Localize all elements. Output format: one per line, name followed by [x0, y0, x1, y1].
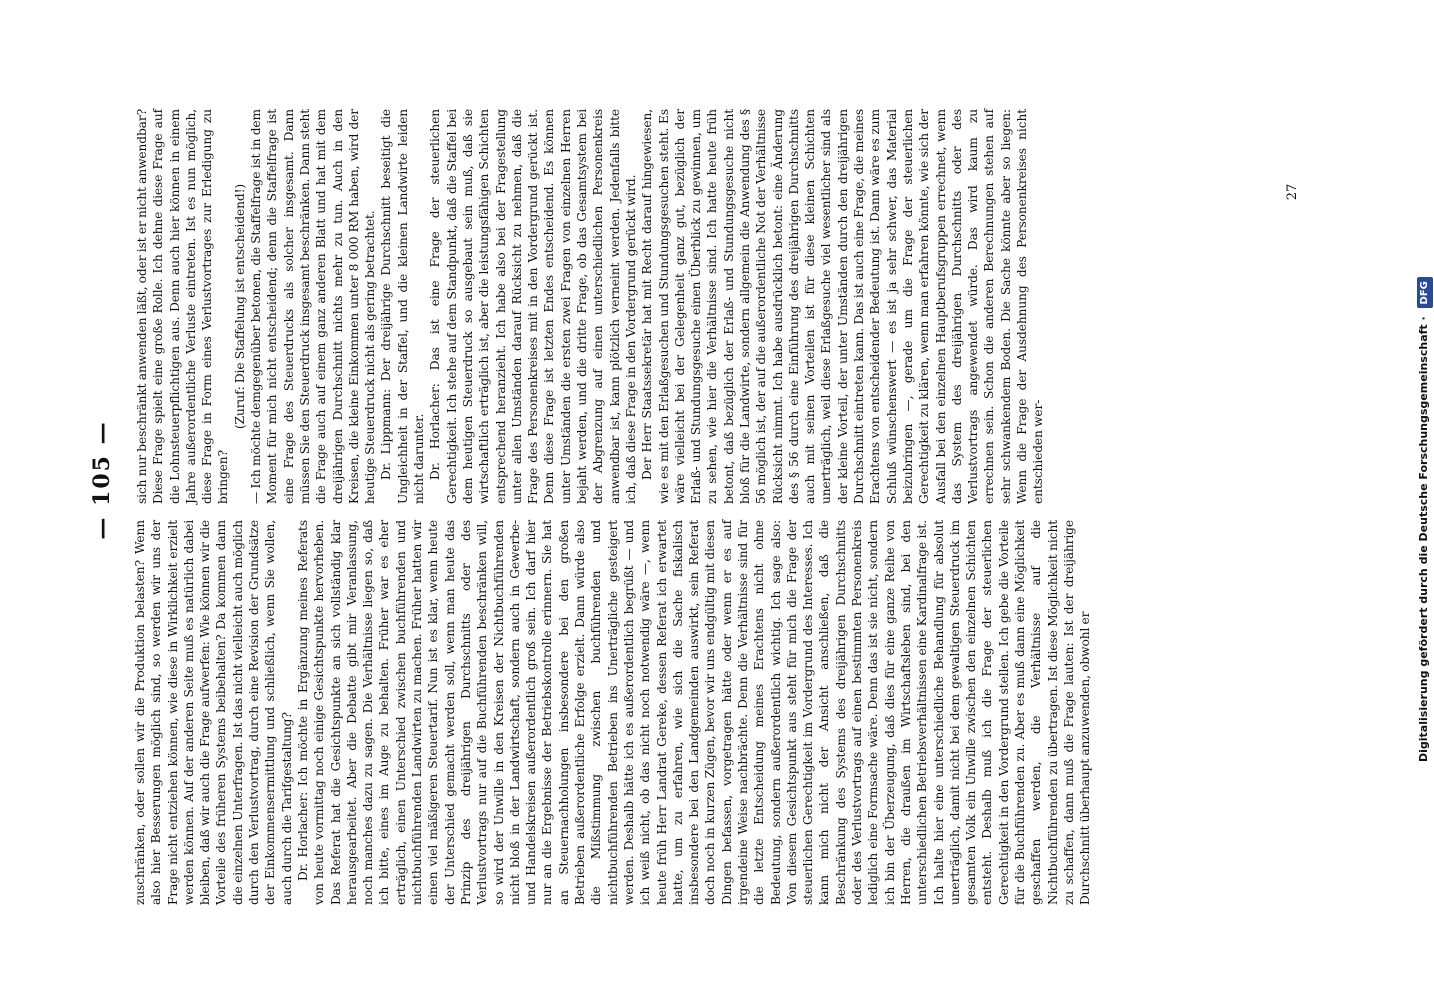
paragraph: Dr. Lippmann: Der dreijährige Durchschnitt beseitigt die Ungleichheit in der Staffel, und die kleinen Landwirte leiden nicht darunter.: [379, 109, 427, 504]
interjection: (Zuruf: Die Staffelung ist entscheidend!): [232, 183, 247, 430]
signature-mark: 27: [1285, 183, 1300, 201]
paragraph: Dr. Horlacher: Ich möchte in Ergänzung meines Referats von heute vormittag noch einige Gesichtspunkte hervorheben. Das Referat hat die Gesichtspunkte an sich vollständig klar herausgearbeitet. Aber die Debatte gibt mir Veranlassung, noch manches dazu zu sagen. Die Verhältnisse liegen so, daß ich bitte, eines im Auge zu behalten. Früher war es eher erträglich, einen Unterschied zwischen buchführenden und nichtbuchführenden Landwirten zu machen. Früher hatten wir einen viel mäßigeren Steuertarif. Nun ist es klar, wenn heute der Unterschied gemacht werden soll, wenn man heute das Prinzip des dreijährigen Durchschnitts oder des Verlustvortrags nur auf die Buchführenden beschränken will, so wird der Unwille in den Kreisen der Nichtbuchführenden nicht bloß in der Landwirtschaft, sondern auch in Gewerbe- und Handelskreisen außerordentlich groß sein. Ich darf hier nur an die Ergebnisse der Betriebskontrolle erinnern. Sie hat an Steuernachholungen insbesondere bei den großen Betrieben außerordentliche Erfolge erzielt. Dann würde also die Mißstimmung zwischen buchführenden und nichtbuchführenden Betrieben ins Unerträgliche gesteigert werden. Deshalb hätte ich es außerordentlich begrüßt — und ich weiß nicht, ob das nicht noch notwendig wäre —, wenn heute früh Herr Landrat Gereke, dessen Referat ich erwartet hatte, um zu erfahren, wie sich die Sache fiskalisch insbesondere bei den Landgemeinden auswirkt, sein Referat doch noch in kurzen Zügen, bevor wir uns endgültig mit diesen Dingen befassen, vorgetragen hätte oder wenn er es auf irgendeine Weise nachbrächte. Denn die Verhältnisse sind für die letzte Entscheidung meines Erachtens nicht ohne Bedeutung, sondern außerordentlich wichtig. Ich sage also: Von diesem Gesichtspunkt aus steht für mich die Frage der steuerlichen Gerechtigkeit im Vordergrund des Interesses. Ich kann mich nicht der Ansicht anschließen, daß die Beschränkung des Systems des dreijährigen Durchschnitts oder des Verlustvortrags auf einen bestimmten Personenkreis lediglich eine Formsache wäre. Denn das ist sie nicht, sondern ich bin der Überzeugung, daß dies für eine ganze Reihe von Herren, die draußen im Wirtschaftsleben sind, bei den unterschiedlichen Betriebsverhältnissen eine Kardinalfrage ist. Ich halte hier eine unterschiedliche Behandlung für absolut unerträglich, damit nicht bei dem gewaltigen Steuerdruck im gesamten Volk ein Unwille zwischen den einzelnen Schichten entsteht. Deshalb muß ich die Frage der steuerlichen Gerechtigkeit in den Vordergrund stellen. Ich gebe die Vorteile für die Buchführenden zu. Aber es muß dann eine Möglichkeit geschaffen werden, die Verhältnisse auf die Nichtbuchführenden zu übertragen. Ist diese Möglichkeit nicht zu schaffen, dann muß die Frage lauten: Ist der dreijährige Durchschnitt überhaupt anzuwenden, obwohl er: [295, 520, 1093, 905]
paragraph: sich nur beschränkt anwenden läßt, oder ist er nicht anwendbar? Diese Frage spielt eine große Rolle. Ich dehne diese Frage auf die Lohnsteuerpflichtigen aus. Denn auch hier können in einem Jahre außerordentliche Verluste eintreten. Ist es nun möglich, diese Frage in Form eines Verlustvortrages zur Erledigung zu bringen?: [135, 109, 231, 504]
left-column: [132, 520, 1093, 905]
credit-text: Digitalisierung gefördert durch die Deutsche Forschungsgemeinschaft: [1417, 324, 1430, 762]
digitization-credit: Digitalisierung gefördert durch die Deutsche Forschungsgemeinschaft · DFG: [1416, 22, 1432, 762]
right-column: [134, 109, 1046, 504]
dfg-logo: DFG: [1417, 277, 1433, 308]
paragraph: — Ich möchte demgegenüber betonen, die Staffelfrage ist in dem Moment für mich nicht entscheidend; denn die Staffelfrage ist eine Frage des Steuerdrucks als solcher insgesamt. Dann müssen Sie den Steuerdruck insgesamt beschränken. Dann steht die Frage auch auf einem ganz anderen Blatt und hat mit dem dreijährigen Durchschnitt nichts mehr zu tun. Auch in den Kreisen, die kleine Einkommen unter 8 000 RM haben, wird der heutige Steuerdruck nicht als gering betrachtet.: [249, 109, 378, 504]
page-number: — 105 —: [89, 420, 115, 540]
paragraph: zuschränken, oder sollen wir die Produktion belasten? Wenn also hier Besserungen möglich sind, so werden wir uns der Frage nicht entziehen können, wie diese in Wirklichkeit erzielt werden können. Auf der anderen Seite muß es natürlich dabei bleiben, daß wir auch die Frage aufwerfen: Wie können wir die Vorteile des früheren Systems beibehalten? Da kommen dann die einzelnen Unterfragen. Ist das nicht vielleicht auch möglich durch den Verlustvortrag, durch eine Revision der Grundsätze der Einkommensermittlung und schließlich, wenn Sie wollen, auch durch die Tarifgestaltung?: [133, 520, 294, 905]
paragraph: Dr. Horlacher: Das ist eine Frage der steuerlichen Gerechtigkeit. Ich stehe auf dem Standpunkt, daß die Staffel bei dem heutigen Steuerdruck so ausgebaut sein muß, daß sie wirtschaftlich erträglich ist, aber die leistungsfähigen Schichten entsprechend heranzieht. Ich habe also bei der Fragestellung unter allen Umständen darauf Rücksicht zu nehmen, daß die Frage des Personenkreises mit in den Vordergrund gerückt ist. Denn diese Frage ist letzten Endes entscheidend. Es können unter Umständen die ersten zwei Fragen von einzelnen Herren bejaht werden, und die dritte Frage, ob das Gesamtsystem bei der Abgrenzung auf einen unterschiedlichen Personenkreis anwendbar ist, kann plötzlich verneint werden. Jedenfalls bitte ich, daß diese Frage in den Vordergrund gerückt wird.: [428, 109, 638, 504]
paragraph: Der Herr Staatssekretär hat mit Recht darauf hingewiesen, wie es mit den Erlaßgesuchen und Stundungsgesuchen steht. Es wäre vielleicht bei der Gelegenheit ganz gut, bezüglich der Erlaß- und Stundungsgesuche einen Überblick zu gewinnen, um zu sehen, wie hier die Verhältnisse sind. Ich hatte heute früh betont, daß bezüglich der Erlaß- und Stundungsgesuche nicht bloß für die Landwirte, sondern allgemein die Anwendung des § 56 möglich ist, der auf die außerordentliche Not der Verhältnisse Rücksicht nimmt. Ich habe ausdrücklich betont: eine Änderung des § 56 durch eine Einführung des dreijährigen Durchschnitts auch mit seinen Vorteilen ist für diese kleinen Schichten unerträglich, weil diese Erlaßgesuche viel wesentlicher sind als der kleine Vorteil, der unter Umständen durch den dreijährigen Durchschnitt eintreten kann. Das ist auch eine Frage, die meines Erachtens von entscheidender Bedeutung ist. Dann wäre es zum Schluß wünschenswert — es ist ja sehr schwer, das Material beizubringen —, gerade um die Frage der steuerlichen Gerechtigkeit zu klären, wenn man erfahren könnte, wie sich der Ausfall bei den einzelnen Hauptberufsgruppen errechnet, wenn das System des dreijährigen Durchschnitts oder des Verlustvortrags angewendet würde. Das wird kaum zu errechnen sein. Schon die anderen Berechnungen stehen auf sehr schwankendem Boden. Die Sache könnte aber so liegen: Wenn die Frage der Ausdehnung des Personenkreises nicht entschieden wer-: [640, 109, 1046, 504]
